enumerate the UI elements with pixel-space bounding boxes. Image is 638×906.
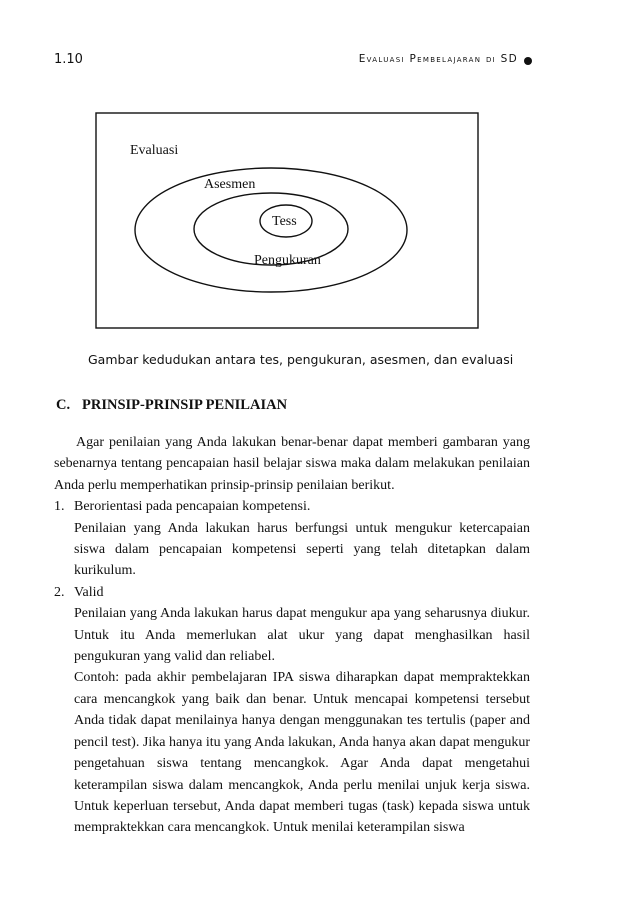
list-item-number: 2. bbox=[54, 584, 65, 600]
list-item bbox=[54, 496, 530, 582]
list-item-paragraph: Contoh: pada akhir pembelajaran IPA siswa diharapkan dapat mempraktekkan cara mencangkok yang baik dan benar. Untuk mencapai kompetensi tersebut Anda tidak dapat menilainya hanya dengan menggunakan tes tertulis (paper and pencil test). Jika hanya itu yang Anda lakukan, Anda hanya akan dapat mengukur pengetahuan siswa tentang mencangkok. Agar Anda dapat mengetahui keterampilan siswa dalam mencangkok, Anda perlu menilai unjuk kerja siswa. Untuk keperluan tersebut, Anda dapat memberi tugas (task) kepada siswa untuk mempraktekkan cara mencangkok. Untuk menilai keterampilan siswa bbox=[74, 670, 530, 836]
section-body bbox=[54, 432, 530, 839]
list-item-paragraph: Penilaian yang Anda lakukan harus dapat mengukur apa yang seharusnya diukur. Untuk itu Anda memerlukan alat ukur yang dapat menghasilkan hasil pengukuran yang valid dan reliabel. bbox=[74, 606, 530, 665]
section-heading bbox=[56, 397, 287, 414]
section-title: PRINSIP-PRINSIP PENILAIAN bbox=[82, 397, 288, 413]
intro-paragraph: Agar penilaian yang Anda lakukan benar-benar dapat memberi gambaran yang sebenarnya tentang pencapaian hasil belajar siswa maka dalam melakukan penilaian Anda perlu memperhatikan prinsip-prinsip penilaian berikut. bbox=[54, 435, 530, 493]
label-tes: Tess bbox=[272, 214, 297, 229]
list-item bbox=[54, 582, 530, 839]
list-item-number: 1. bbox=[54, 499, 65, 515]
label-pengukuran: Pengukuran bbox=[254, 253, 321, 268]
label-evaluasi: Evaluasi bbox=[130, 143, 179, 158]
running-header-title: Evaluasi Pembelajaran di SD bbox=[358, 53, 518, 65]
page-number: 1.10 bbox=[54, 52, 83, 67]
list-item-title: Berorientasi pada pencapaian kompetensi. bbox=[74, 499, 311, 515]
list-item-paragraph: Penilaian yang Anda lakukan harus berfungsi untuk mengukur ketercapaian siswa dalam pencapaian kompetensi seperti yang telah ditetapkan dalam kurikulum. bbox=[74, 520, 530, 579]
figure-caption: Gambar kedudukan antara tes, pengukuran, asesmen, dan evaluasi bbox=[88, 352, 514, 367]
section-letter: C. bbox=[56, 397, 71, 413]
list-item-title: Valid bbox=[74, 584, 104, 600]
nested-ellipse-diagram bbox=[0, 0, 638, 340]
asesmen-ellipse bbox=[135, 168, 407, 292]
label-asesmen: Asesmen bbox=[204, 177, 256, 192]
